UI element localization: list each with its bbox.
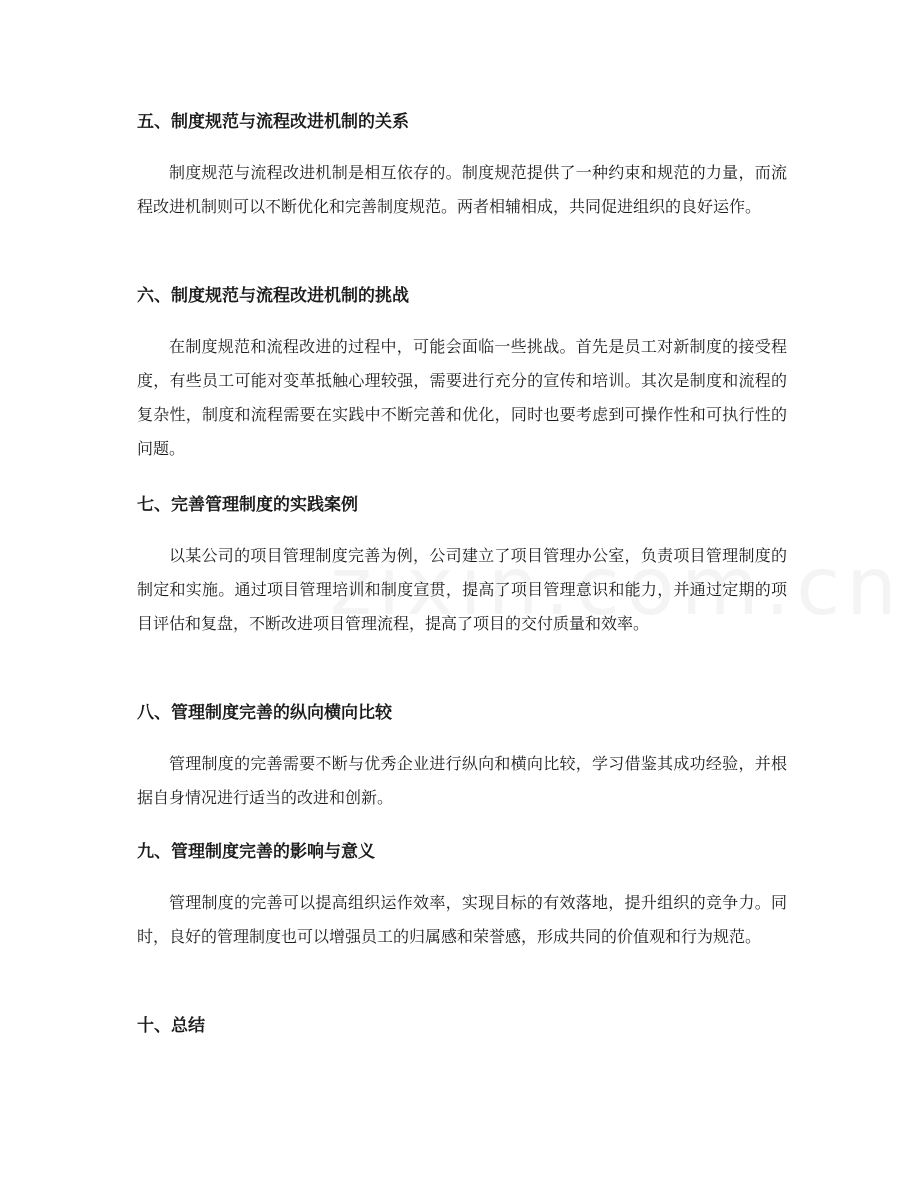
- section-heading: 八、管理制度完善的纵向横向比较: [137, 703, 392, 723]
- section-paragraph: 制度规范与流程改进机制是相互依存的。制度规范提供了一种约束和规范的力量，而流程改进机制则可以不断优化和完善制度规范。两者相辅相成，共同促进组织的良好运作。: [137, 163, 787, 216]
- section-5: [137, 110, 787, 224]
- section-heading: 七、完善管理制度的实践案例: [137, 495, 358, 515]
- section-6: [137, 284, 787, 466]
- section-paragraph: 在制度规范和流程改进的过程中，可能会面临一些挑战。首先是员工对新制度的接受程度，有些员工可能对变革抵触心理较强，需要进行充分的宣传和培训。其次是制度和流程的复杂性，制度和流程需要在实践中不断完善和优化，同时也要考虑到可操作性和可执行性的问题。: [137, 337, 787, 458]
- section-paragraph: 管理制度的完善可以提高组织运作效率，实现目标的有效落地，提升组织的竞争力。同时，良好的管理制度也可以增强员工的归属感和荣誉感，形成共同的价值观和行为规范。: [137, 893, 787, 946]
- section-paragraph: 以某公司的项目管理制度完善为例，公司建立了项目管理办公室，负责项目管理制度的制定和实施。通过项目管理培训和制度宣贯，提高了项目管理意识和能力，并通过定期的项目评估和复盘，不断改进项目管理流程，提高了项目的交付质量和效率。: [137, 546, 787, 633]
- section-10: [137, 1014, 787, 1038]
- section-9: [137, 840, 787, 954]
- section-paragraph: 管理制度的完善需要不断与优秀企业进行纵向和横向比较，学习借鉴其成功经验，并根据自身情况进行适当的改进和创新。: [137, 754, 787, 807]
- section-heading: 五、制度规范与流程改进机制的关系: [137, 112, 409, 132]
- section-8: [137, 701, 787, 815]
- section-heading: 六、制度规范与流程改进机制的挑战: [137, 286, 409, 306]
- section-heading: 十、总结: [137, 1016, 205, 1036]
- section-7: [137, 493, 787, 641]
- section-heading: 九、管理制度完善的影响与意义: [137, 842, 375, 862]
